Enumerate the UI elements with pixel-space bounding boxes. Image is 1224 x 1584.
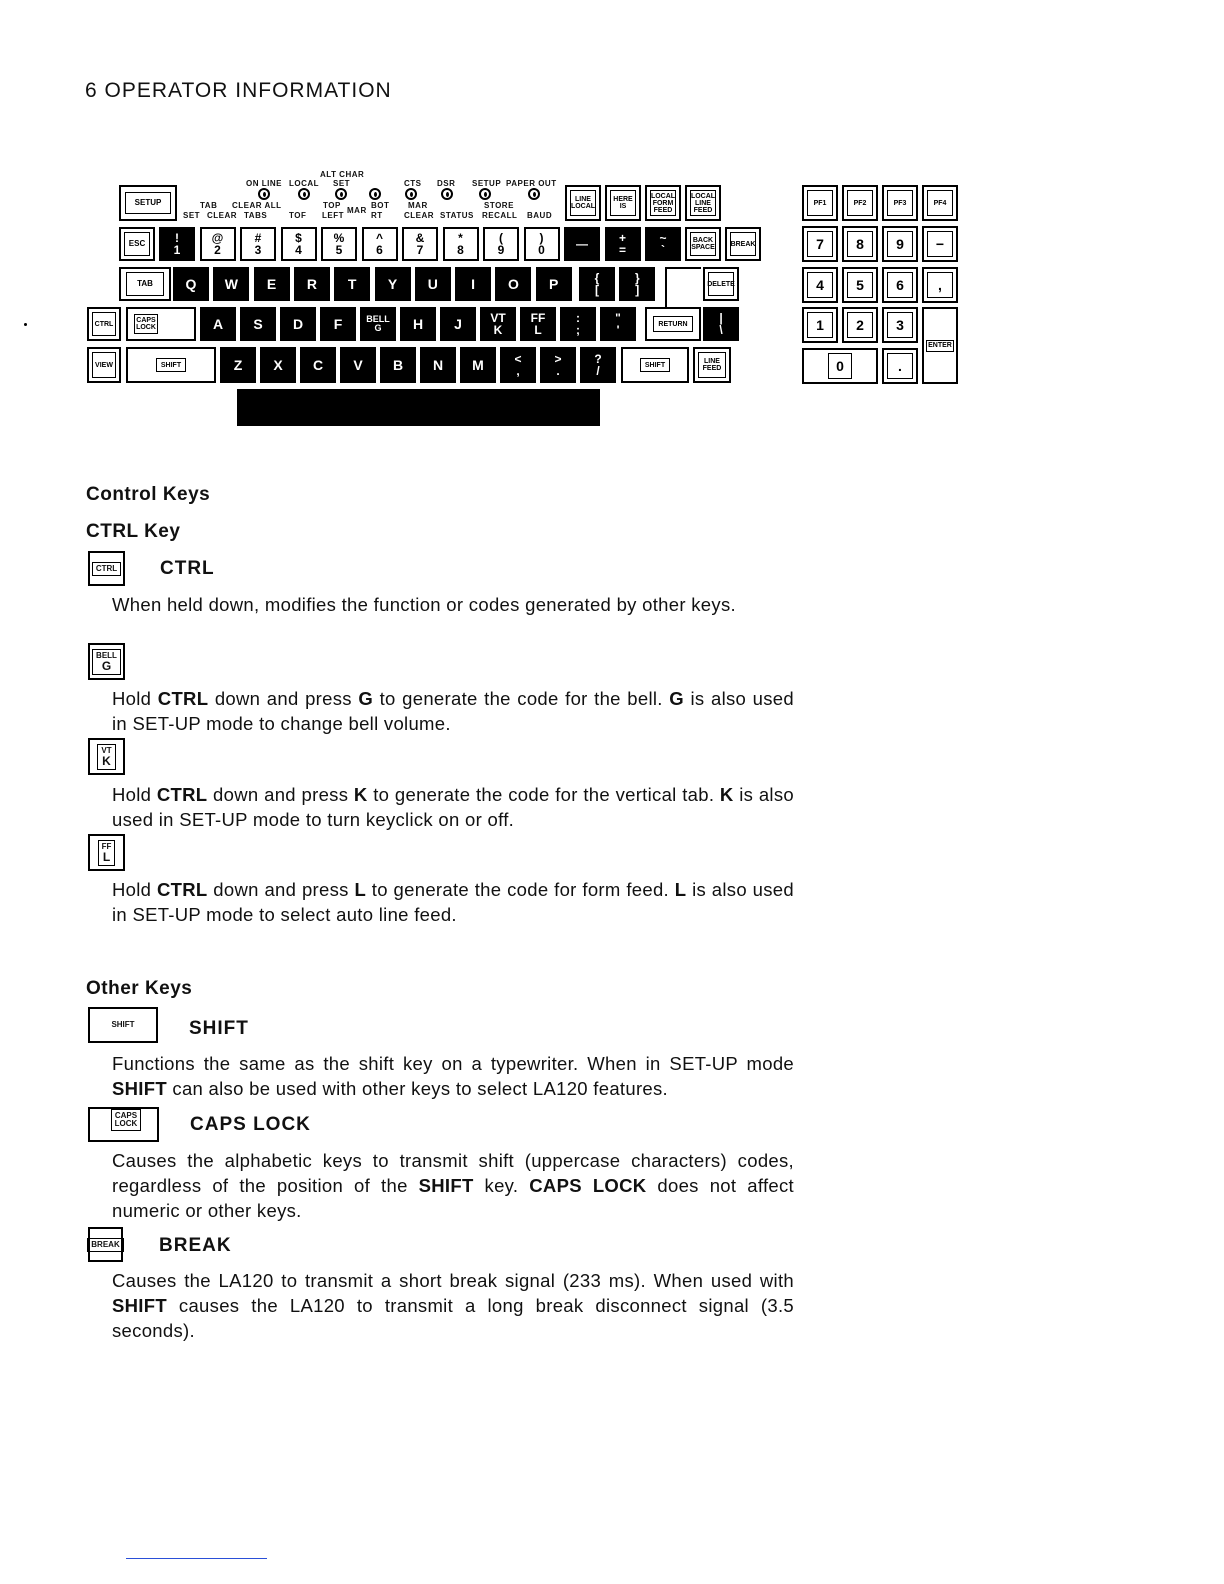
key-z-label-0: Z	[233, 357, 243, 373]
line-feed-l2: FEED	[702, 365, 722, 372]
row1-key-5-label-1: 6	[376, 243, 383, 257]
key-q-label-0: Q	[185, 276, 197, 292]
key-z[interactable]	[220, 347, 256, 383]
vt-t2: down and press	[207, 784, 354, 805]
keypad-8[interactable]	[842, 226, 878, 262]
row1-key-10[interactable]	[564, 227, 600, 261]
key-q[interactable]	[173, 267, 209, 301]
ff-b2: L	[354, 879, 367, 900]
row1-key-11-label-1: =	[618, 243, 626, 257]
keypad-comma[interactable]	[922, 267, 958, 303]
pipe-top: |	[719, 311, 723, 325]
punct-key-1-label-1: .	[556, 364, 560, 378]
break-description	[86, 1268, 794, 1343]
keypad-minus-label: −	[935, 236, 945, 252]
key-j[interactable]	[440, 307, 476, 341]
footer-rule	[126, 1558, 267, 1559]
ff-b3: L	[674, 879, 687, 900]
delete-key-label: DELETE	[707, 280, 735, 288]
brace-key-1[interactable]	[619, 267, 655, 301]
keypad-5-label: 5	[856, 277, 864, 293]
ff-b1: CTRL	[157, 879, 208, 900]
row1-key-8-label-0: (	[499, 231, 503, 245]
tab-key[interactable]	[119, 267, 171, 301]
llf-l3: FEED	[693, 206, 713, 214]
keypad-2-label: 2	[856, 317, 864, 333]
bell-description	[86, 686, 794, 736]
caps-lock-name: CAPS LOCK	[190, 1114, 311, 1135]
ff-t3: to generate the code for form feed.	[366, 879, 675, 900]
keypad-0-label: 0	[836, 358, 844, 374]
vt-icon-top: VT	[101, 745, 112, 755]
punct-key-0-label-0: <	[514, 352, 522, 366]
page-title: 6 OPERATOR INFORMATION	[85, 79, 392, 102]
key-o-label-0: O	[507, 276, 519, 292]
keypad-5[interactable]	[842, 267, 878, 303]
key-a-label-0: A	[212, 316, 224, 332]
ff-icon-bot: L	[102, 849, 111, 864]
key-h[interactable]	[400, 307, 436, 341]
punct-key-0[interactable]	[500, 347, 536, 383]
view-key-label: VIEW	[95, 361, 113, 369]
return-key-label: RETURN	[658, 320, 688, 328]
keypad-4-label: 4	[816, 277, 824, 293]
caps-lock-description	[86, 1148, 794, 1223]
key-c-label-0: C	[312, 357, 324, 373]
vt-icon-bot: K	[102, 753, 111, 768]
key-colon-label-1: ;	[576, 323, 580, 337]
caps-t3: does not affect numeric or other keys.	[112, 1175, 794, 1221]
mar-label-2: MAR	[408, 201, 428, 210]
lff-l3: FEED	[653, 206, 673, 214]
key-k-vt-label-0: VT	[490, 311, 506, 325]
baud-label: BAUD	[527, 211, 553, 220]
row1-key-11-label-0: +	[618, 231, 626, 245]
keypad-comma-label: ,	[938, 277, 942, 293]
punct-key-0-label-1: ,	[516, 364, 520, 378]
key-quote-label-1: '	[616, 323, 620, 337]
pf1-key[interactable]	[802, 185, 838, 221]
control-keys-heading: Control Keys	[86, 484, 211, 505]
key-l-ff[interactable]	[520, 307, 556, 341]
row1-key-0[interactable]	[159, 227, 195, 261]
left-label: LEFT	[322, 211, 344, 220]
rt-label: RT	[371, 211, 383, 220]
break-key[interactable]	[725, 227, 761, 261]
on-line-lamp	[258, 188, 270, 200]
row1-key-7-label-1: 8	[457, 243, 464, 257]
row1-key-6-label-1: 7	[416, 243, 424, 257]
shift-t1: Functions the same as the shift key on a typewriter. When in SET-UP mode	[112, 1053, 794, 1074]
break-name: BREAK	[159, 1235, 232, 1256]
ctrl-desc-text: When held down, modifies the function or codes generated by other keys.	[112, 594, 736, 615]
shift-left-key[interactable]	[126, 347, 216, 383]
pf3-label: PF3	[893, 199, 907, 207]
llf-l2: LINE	[695, 199, 711, 207]
keypad-period-label: .	[898, 358, 902, 374]
row1-key-12-label-1: `	[661, 243, 665, 257]
keypad-1[interactable]	[802, 307, 838, 343]
key-y[interactable]	[375, 267, 411, 301]
setup-key[interactable]	[119, 185, 177, 221]
vt-t1: Hold	[112, 784, 157, 805]
cts-label: CTS	[404, 179, 422, 188]
punct-key-2-label-1: /	[596, 364, 600, 378]
tof-label: TOF	[289, 211, 307, 220]
pf1-label: PF1	[813, 199, 827, 207]
here-is-key[interactable]	[605, 185, 641, 221]
key-x-label-0: X	[273, 357, 283, 373]
recall-label: RECALL	[482, 211, 518, 220]
clear-all-label: CLEAR ALL	[232, 201, 282, 210]
keypad-period[interactable]	[882, 348, 918, 384]
caps-lock-key-icon	[88, 1107, 159, 1142]
ff-t1: Hold	[112, 879, 157, 900]
key-w[interactable]	[213, 267, 249, 301]
delete-key[interactable]	[703, 267, 739, 301]
key-quote[interactable]	[600, 307, 636, 341]
paper-out-label: PAPER OUT	[506, 179, 557, 188]
bell-t2: down and press	[208, 688, 359, 709]
vt-t3: to generate the code for the vertical tab.	[367, 784, 720, 805]
caps-b1: SHIFT	[418, 1175, 474, 1196]
key-k-vt-label-1: K	[493, 323, 503, 337]
key-c[interactable]	[300, 347, 336, 383]
key-v-label-0: V	[353, 357, 363, 373]
vt-description	[86, 782, 794, 832]
keypad-6[interactable]	[882, 267, 918, 303]
row1-key-7-label-0: *	[458, 231, 463, 245]
bell-icon-top: BELL	[96, 650, 117, 660]
row1-key-1[interactable]	[200, 227, 236, 261]
lff-l1: LOCAL	[650, 192, 676, 200]
bell-t4: is also used in SET-UP mode to change bell volume.	[112, 688, 794, 734]
keypad-0[interactable]	[802, 348, 878, 384]
alt-char-label: ALT CHAR	[320, 170, 365, 179]
key-y-label-0: Y	[387, 276, 398, 292]
caps-b2: CAPS LOCK	[529, 1175, 647, 1196]
view-key[interactable]	[87, 347, 121, 383]
local-label: LOCAL	[289, 179, 320, 188]
esc-key[interactable]	[119, 227, 155, 261]
pf2-key[interactable]	[842, 185, 878, 221]
key-m[interactable]	[460, 347, 496, 383]
keypad-minus[interactable]	[922, 226, 958, 262]
break-key-icon	[88, 1227, 123, 1262]
keypad-7-label: 7	[816, 236, 824, 252]
brace-key-0-label-1: [	[595, 283, 599, 297]
keypad-3[interactable]	[882, 307, 918, 343]
key-f[interactable]	[320, 307, 356, 341]
row1-key-3-label-0: $	[295, 231, 302, 245]
bell-b2: G	[358, 688, 374, 709]
shift-left-label: SHIFT	[160, 361, 182, 369]
shift-b1: SHIFT	[112, 1078, 167, 1099]
pf4-label: PF4	[933, 199, 947, 207]
tab-label: TAB	[200, 201, 218, 210]
key-l-ff-label-1: L	[534, 323, 542, 337]
keypad-3-label: 3	[896, 317, 904, 333]
backspace-l1: BACK	[692, 237, 714, 244]
ctrl-key-icon	[88, 551, 125, 586]
break-key-label: BREAK	[730, 240, 756, 248]
key-f-label-0: F	[333, 316, 343, 332]
row1-key-4-label-0: %	[333, 231, 345, 245]
key-quote-label-0: "	[615, 311, 621, 325]
vt-k-key-icon	[88, 738, 125, 775]
here-is-l1: HERE	[613, 196, 633, 203]
here-is-l2: IS	[619, 203, 627, 210]
stray-mark	[24, 323, 27, 326]
setup-key-label: SETUP	[134, 198, 162, 207]
line-local-l2: LOCAL	[570, 203, 596, 210]
ff-t2: down and press	[207, 879, 355, 900]
shift-name: SHIFT	[189, 1018, 249, 1039]
key-x[interactable]	[260, 347, 296, 383]
row1-key-1-label-0: @	[211, 231, 224, 245]
keypad-enter-label: ENTER	[928, 342, 952, 349]
clear-label: CLEAR	[207, 211, 238, 220]
key-m-label-0: M	[472, 357, 484, 373]
row1-key-7[interactable]	[443, 227, 479, 261]
key-h-label-0: H	[412, 316, 424, 332]
lff-l2: FORM	[652, 199, 674, 207]
keypad-enter[interactable]	[922, 307, 958, 384]
status-label: STATUS	[440, 211, 474, 220]
ctrl-key[interactable]	[87, 307, 121, 341]
shift-t2: can also be used with other keys to select LA120 features.	[166, 1078, 668, 1099]
keypad-4[interactable]	[802, 267, 838, 303]
bell-b1: CTRL	[157, 688, 209, 709]
backspace-key[interactable]	[685, 227, 721, 261]
vt-b3: K	[719, 784, 734, 805]
ctrl-description	[86, 592, 794, 617]
space-bar[interactable]	[237, 389, 600, 426]
row1-key-6-label-0: &	[415, 231, 425, 245]
pf4-key[interactable]	[922, 185, 958, 221]
top-label: TOP	[323, 201, 341, 210]
key-j-label-0: J	[454, 316, 462, 332]
vt-t4: is also used in SET-UP mode to turn keyclick on or off.	[112, 784, 794, 830]
row1-key-4[interactable]	[321, 227, 357, 261]
llf-l1: LOCAL	[690, 192, 716, 200]
setup-lamp	[479, 188, 491, 200]
ff-icon-top: FF	[101, 841, 112, 851]
shift-key-icon	[88, 1007, 158, 1043]
break-icon-label: BREAK	[91, 1239, 120, 1249]
set-label: SET	[333, 179, 351, 188]
break-b1: SHIFT	[112, 1295, 167, 1316]
key-k-vt[interactable]	[480, 307, 516, 341]
keypad-7[interactable]	[802, 226, 838, 262]
on-line-label: ON LINE	[246, 179, 282, 188]
setup-label: SETUP	[472, 179, 502, 188]
row1-key-6[interactable]	[402, 227, 438, 261]
key-b-label-0: B	[392, 357, 404, 373]
tab-key-label: TAB	[137, 279, 153, 288]
key-b[interactable]	[380, 347, 416, 383]
brace-key-0[interactable]	[579, 267, 615, 301]
row1-key-11[interactable]	[605, 227, 641, 261]
keypad-9[interactable]	[882, 226, 918, 262]
punct-key-2[interactable]	[580, 347, 616, 383]
key-g-bell[interactable]	[360, 307, 396, 341]
lamp-4	[369, 188, 381, 200]
keypad-2[interactable]	[842, 307, 878, 343]
ff-l-key-icon	[88, 834, 125, 871]
shift-icon-label: SHIFT	[111, 1020, 135, 1029]
keypad-6-label: 6	[896, 277, 904, 293]
vt-b1: CTRL	[156, 784, 208, 805]
row1-key-12[interactable]	[645, 227, 681, 261]
vt-b2: K	[353, 784, 368, 805]
key-w-label-0: W	[224, 276, 238, 292]
pf2-label: PF2	[853, 199, 867, 207]
line-feed-l1: LINE	[704, 358, 720, 365]
pipe-key[interactable]	[703, 307, 739, 341]
key-p-label-0: P	[549, 276, 559, 292]
key-l-ff-label-0: FF	[530, 311, 546, 325]
caps-t2: key.	[473, 1175, 530, 1196]
caps-icon-l2: LOCK	[114, 1119, 138, 1128]
brace-key-0-label-0: {	[594, 271, 600, 285]
caps-icon-l1: CAPS	[114, 1111, 138, 1120]
shift-right-key[interactable]	[621, 347, 689, 383]
row1-key-1-label-1: 2	[214, 243, 221, 257]
bell-icon-bot: G	[101, 658, 112, 673]
pipe-bot: \	[719, 323, 723, 337]
caps-t1: Causes the alphabetic keys to transmit shift (uppercase characters) codes, regardless of the position of the	[112, 1150, 794, 1196]
row1-key-12-label-0: ~	[659, 231, 667, 245]
dsr-label: DSR	[437, 179, 456, 188]
ctrl-icon-label: CTRL	[95, 563, 118, 573]
brace-key-1-label-0: }	[634, 271, 640, 285]
punct-key-1[interactable]	[540, 347, 576, 383]
store-label: STORE	[484, 201, 514, 210]
key-u-label-0: U	[427, 276, 438, 292]
key-s-label-0: S	[253, 316, 263, 332]
row1-key-8[interactable]	[483, 227, 519, 261]
key-d-label-0: D	[292, 316, 304, 332]
keypad-1-label: 1	[816, 317, 824, 333]
bell-b3: G	[669, 688, 684, 709]
keypad-8-label: 8	[856, 236, 864, 252]
row1-key-0-label-1: 1	[173, 243, 181, 257]
key-a[interactable]	[200, 307, 236, 341]
bell-t1: Hold	[112, 688, 158, 709]
local-line-feed-key[interactable]	[685, 185, 721, 221]
mar-label: MAR	[347, 206, 367, 215]
line-local-key[interactable]	[565, 185, 601, 221]
brace-key-1-label-1: ]	[635, 283, 640, 297]
ctrl-key-label: CTRL	[94, 320, 114, 328]
row1-key-2-label-1: 3	[254, 243, 262, 257]
row1-key-8-label-1: 9	[497, 243, 505, 257]
cts-lamp	[405, 188, 417, 200]
key-n[interactable]	[420, 347, 456, 383]
key-p[interactable]	[536, 267, 572, 301]
ctrl-name: CTRL	[160, 558, 215, 579]
key-s[interactable]	[240, 307, 276, 341]
key-r[interactable]	[294, 267, 330, 301]
esc-key-label: ESC	[128, 239, 146, 248]
key-i-label-0: I	[471, 276, 476, 292]
key-e-label-0: E	[266, 276, 277, 292]
shift-right-label: SHIFT	[644, 361, 666, 369]
key-u[interactable]	[415, 267, 451, 301]
pf3-key[interactable]	[882, 185, 918, 221]
line-feed-key[interactable]	[693, 347, 731, 383]
key-v[interactable]	[340, 347, 376, 383]
other-keys-heading: Other Keys	[86, 978, 193, 999]
row1-key-10-label-0: —	[576, 237, 588, 251]
key-colon-label-0: :	[576, 311, 580, 325]
row1-key-5-label-0: ^	[375, 231, 383, 245]
bell-g-key-icon	[88, 643, 125, 680]
dsr-lamp	[441, 188, 453, 200]
row1-key-3-label-1: 4	[295, 243, 302, 257]
key-g-bell-label-1: G	[374, 323, 382, 333]
row1-key-2[interactable]	[240, 227, 276, 261]
bot-label: BOT	[371, 201, 390, 210]
line-local-l1: LINE	[575, 196, 591, 203]
caps-l1: CAPS	[136, 317, 156, 324]
local-form-feed-key[interactable]	[645, 185, 681, 221]
keypad-9-label: 9	[896, 236, 904, 252]
row1-key-2-label-0: #	[254, 231, 262, 245]
clear-label-2: CLEAR	[404, 211, 435, 220]
ff-t4: is also used in SET-UP mode to select auto line feed.	[112, 879, 794, 925]
local-lamp	[298, 188, 310, 200]
return-key[interactable]	[645, 307, 701, 341]
punct-key-1-label-0: >	[554, 352, 562, 366]
key-g-bell-label-0: BELL	[366, 314, 390, 324]
key-t-label-0: T	[347, 276, 357, 292]
caps-l2: LOCK	[136, 324, 156, 331]
bell-t3: to generate the code for the bell.	[373, 688, 670, 709]
key-r-label-0: R	[306, 276, 317, 292]
key-n-label-0: N	[432, 357, 444, 373]
row1-key-9-label-1: 0	[538, 243, 545, 257]
tabs-label: TABS	[244, 211, 268, 220]
break-t2: causes the LA120 to transmit a long break disconnect signal (3.5 seconds).	[112, 1295, 794, 1341]
key-d[interactable]	[280, 307, 316, 341]
ff-description	[86, 877, 794, 927]
punct-key-2-label-0: ?	[594, 352, 602, 366]
key-colon[interactable]	[560, 307, 596, 341]
shift-description	[86, 1051, 794, 1101]
key-i[interactable]	[455, 267, 491, 301]
row1-key-3[interactable]	[281, 227, 317, 261]
key-o[interactable]	[495, 267, 531, 301]
ctrl-key-heading: CTRL Key	[86, 521, 181, 542]
set-label-2: SET	[183, 211, 201, 220]
row1-key-4-label-1: 5	[335, 243, 343, 257]
row1-key-0-label-0: !	[175, 231, 179, 245]
row1-key-5[interactable]	[362, 227, 398, 261]
caps-lock-key[interactable]	[126, 307, 196, 341]
backspace-l2: SPACE	[691, 244, 715, 251]
row1-key-9-label-0: )	[539, 231, 544, 245]
paper-out-lamp	[528, 188, 540, 200]
alt-char-lamp	[335, 188, 347, 200]
row1-key-9[interactable]	[524, 227, 560, 261]
key-t[interactable]	[334, 267, 370, 301]
key-e[interactable]	[254, 267, 290, 301]
break-t1: Causes the LA120 to transmit a short break signal (233 ms). When used with	[112, 1270, 794, 1291]
